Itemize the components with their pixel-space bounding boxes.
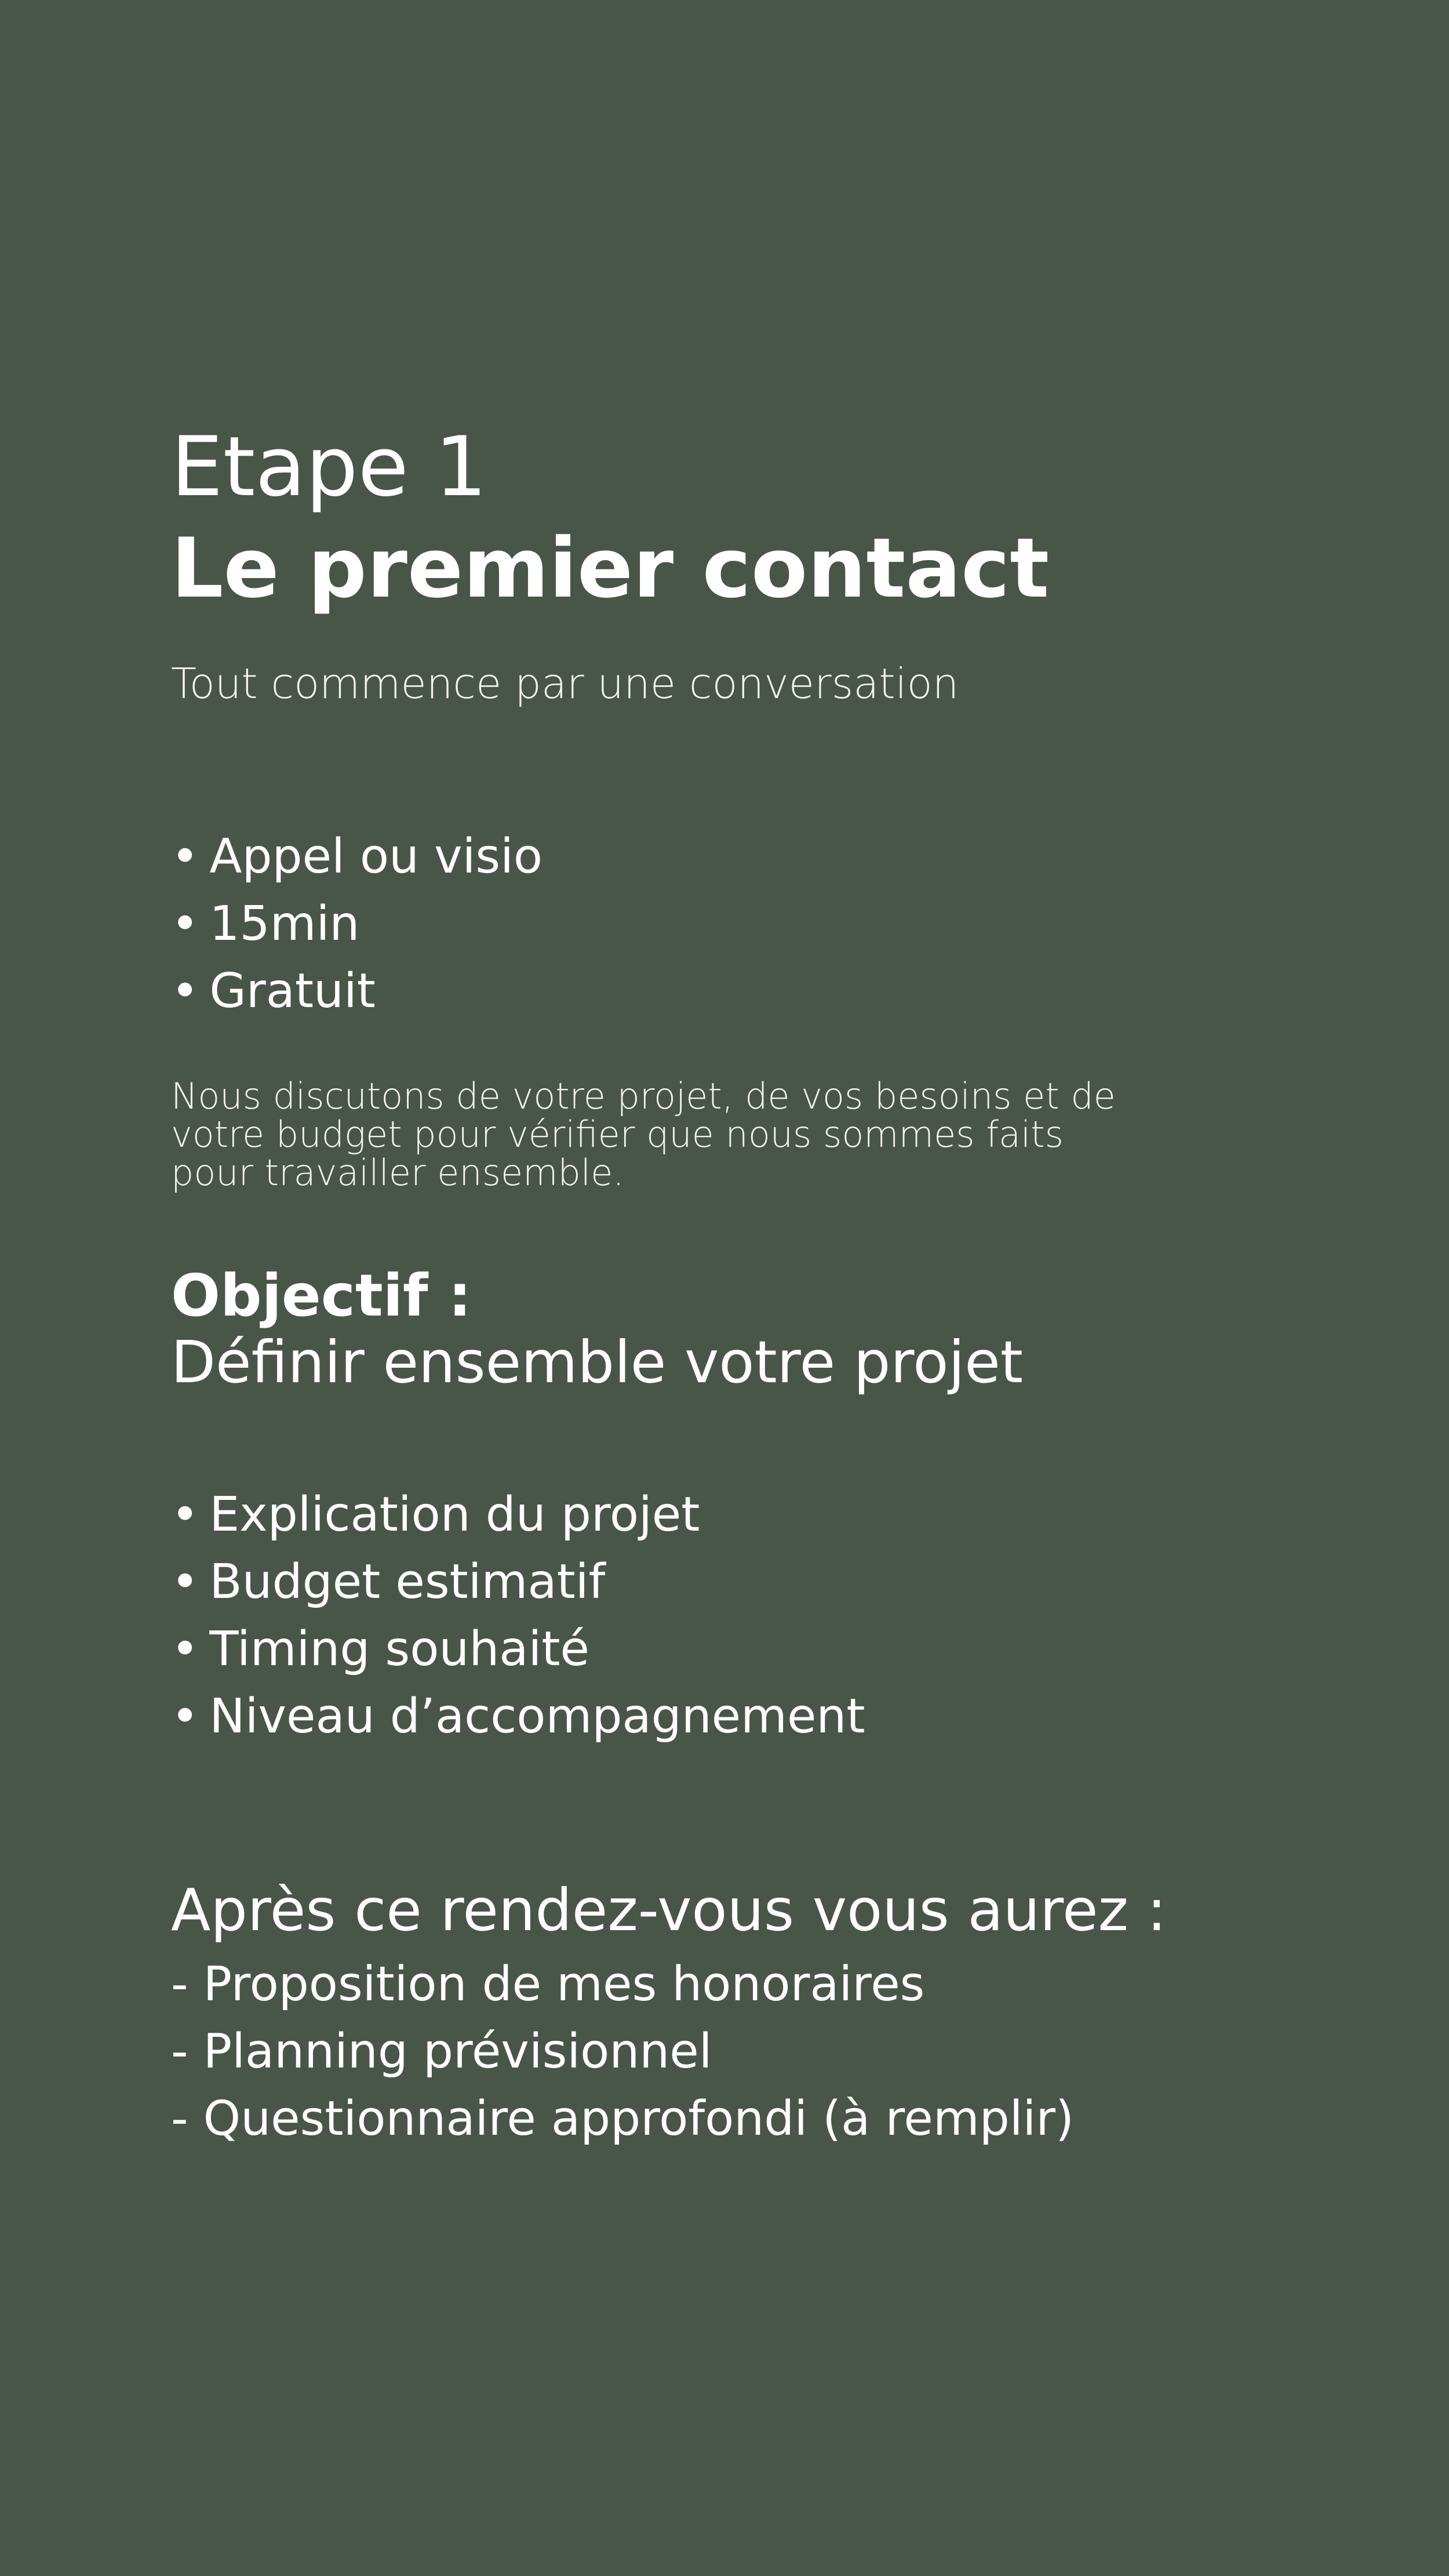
page-title: Le premier contact <box>171 521 1050 616</box>
description-text: Nous discutons de votre projet, de vos besoins et de votre budget pour vérifier que nous sommes faits pour travailler ensemble. <box>171 1075 1116 1194</box>
objective-list <box>171 1481 865 1750</box>
list-item: • Niveau d’accompagnement <box>171 1683 865 1750</box>
after-list <box>171 1951 1074 2153</box>
objective-text: Définir ensemble votre projet <box>171 1328 1023 1396</box>
page-subtitle: Tout commence par une conversation <box>171 659 959 708</box>
after-title: Après ce rendez-vous vous aurez : <box>171 1876 1167 1944</box>
list-item: • Explication du projet <box>171 1481 865 1549</box>
list-item: • Appel ou visio <box>171 823 543 891</box>
list-item: • Timing souhaité <box>171 1616 865 1683</box>
list-item: • 15min <box>171 891 543 958</box>
list-item: • Budget estimatif <box>171 1549 865 1616</box>
list-item: - Questionnaire approfondi (à remplir) <box>171 2091 1075 2146</box>
step-label: Etape 1 <box>171 419 487 515</box>
details-list <box>171 823 543 1025</box>
list-item: - Planning prévisionnel <box>171 2024 712 2079</box>
list-item: - Proposition de mes honoraires <box>171 1957 925 2012</box>
objective-label: Objectif : <box>171 1262 472 1329</box>
list-item: • Gratuit <box>171 958 543 1025</box>
